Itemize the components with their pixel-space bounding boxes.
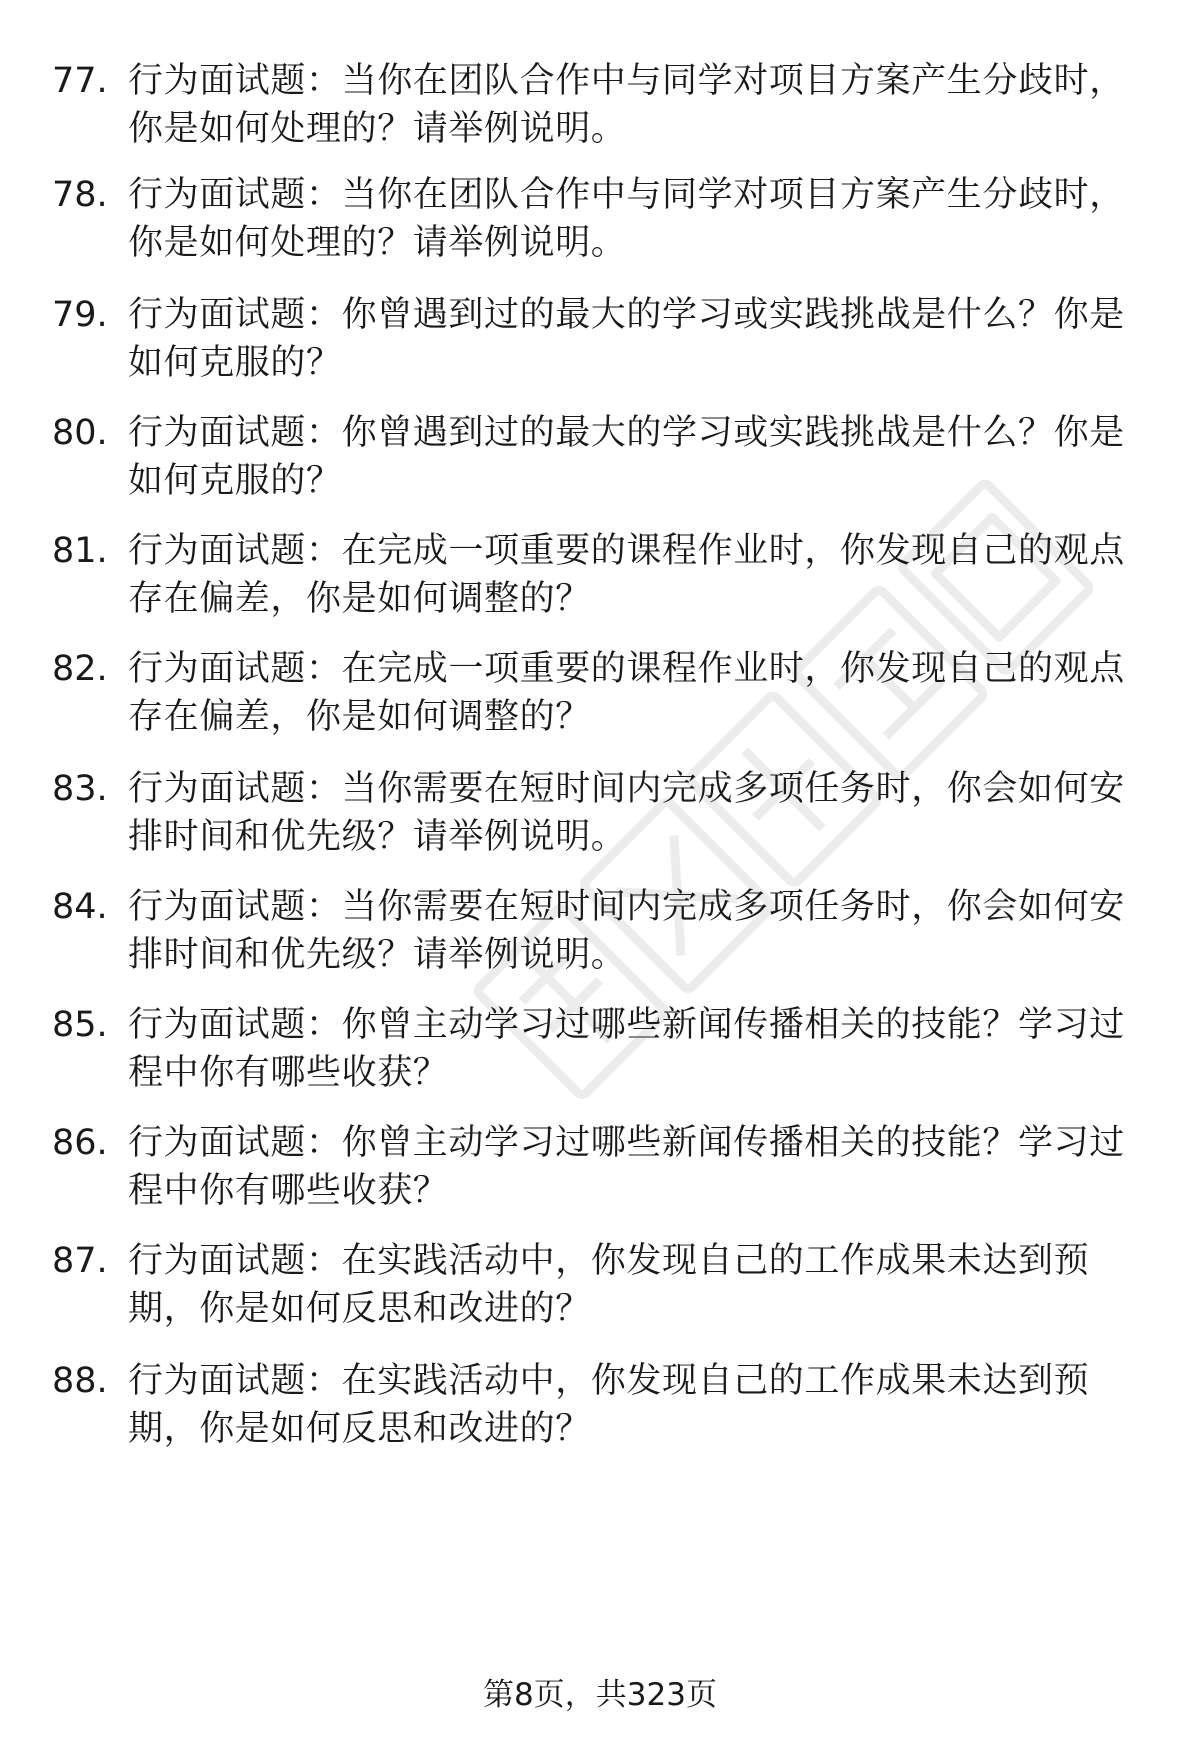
question-number: 77.: [52, 61, 108, 101]
question-number: 80.: [52, 413, 108, 453]
question-text: 行为面试题：你曾遇到过的最大的学习或实践挑战是什么？你是如何克服的？: [128, 413, 1125, 501]
question-text: 行为面试题：在完成一项重要的课程作业时，你发现自己的观点存在偏差，你是如何调整的？: [128, 649, 1125, 737]
list-item: [0, 409, 1200, 519]
list-item: [0, 645, 1200, 755]
list-item: [0, 765, 1200, 875]
question-number: 87.: [52, 1241, 108, 1281]
question-text: 行为面试题：当你在团队合作中与同学对项目方案产生分歧时，你是如何处理的？请举例说明。: [128, 175, 1125, 263]
question-text: 行为面试题：当你需要在短时间内完成多项任务时，你会如何安排时间和优先级？请举例说明。: [128, 887, 1125, 975]
question-number: 78.: [52, 175, 108, 215]
list-item: [0, 57, 1200, 167]
question-number: 79.: [52, 295, 108, 335]
list-item: [0, 171, 1200, 281]
question-text: 行为面试题：在实践活动中，你发现自己的工作成果未达到预期，你是如何反思和改进的？: [128, 1361, 1090, 1449]
question-text: 行为面试题：你曾主动学习过哪些新闻传播相关的技能？学习过程中你有哪些收获？: [128, 1123, 1125, 1211]
question-number: 81.: [52, 531, 108, 571]
list-item: [0, 1357, 1200, 1467]
question-number: 84.: [52, 887, 108, 927]
question-text: 行为面试题：你曾主动学习过哪些新闻传播相关的技能？学习过程中你有哪些收获？: [128, 1005, 1125, 1093]
question-number: 88.: [52, 1361, 108, 1401]
list-item: [0, 527, 1200, 637]
question-text: 行为面试题：当你需要在短时间内完成多项任务时，你会如何安排时间和优先级？请举例说明。: [128, 769, 1125, 857]
list-item: [0, 1119, 1200, 1229]
question-text: 行为面试题：当你在团队合作中与同学对项目方案产生分歧时，你是如何处理的？请举例说明。: [128, 61, 1125, 149]
question-text: 行为面试题：在完成一项重要的课程作业时，你发现自己的观点存在偏差，你是如何调整的？: [128, 531, 1125, 619]
question-number: 83.: [52, 769, 108, 809]
list-item: [0, 883, 1200, 993]
list-item: [0, 1001, 1200, 1111]
list-item: [0, 1237, 1200, 1347]
question-number: 85.: [52, 1005, 108, 1045]
question-text: 行为面试题：你曾遇到过的最大的学习或实践挑战是什么？你是如何克服的？: [128, 295, 1125, 383]
question-number: 82.: [52, 649, 108, 689]
question-text: 行为面试题：在实践活动中，你发现自己的工作成果未达到预期，你是如何反思和改进的？: [128, 1241, 1090, 1329]
question-number: 86.: [52, 1123, 108, 1163]
page-number: 第8页，共323页: [483, 1677, 717, 1713]
list-item: [0, 291, 1200, 401]
